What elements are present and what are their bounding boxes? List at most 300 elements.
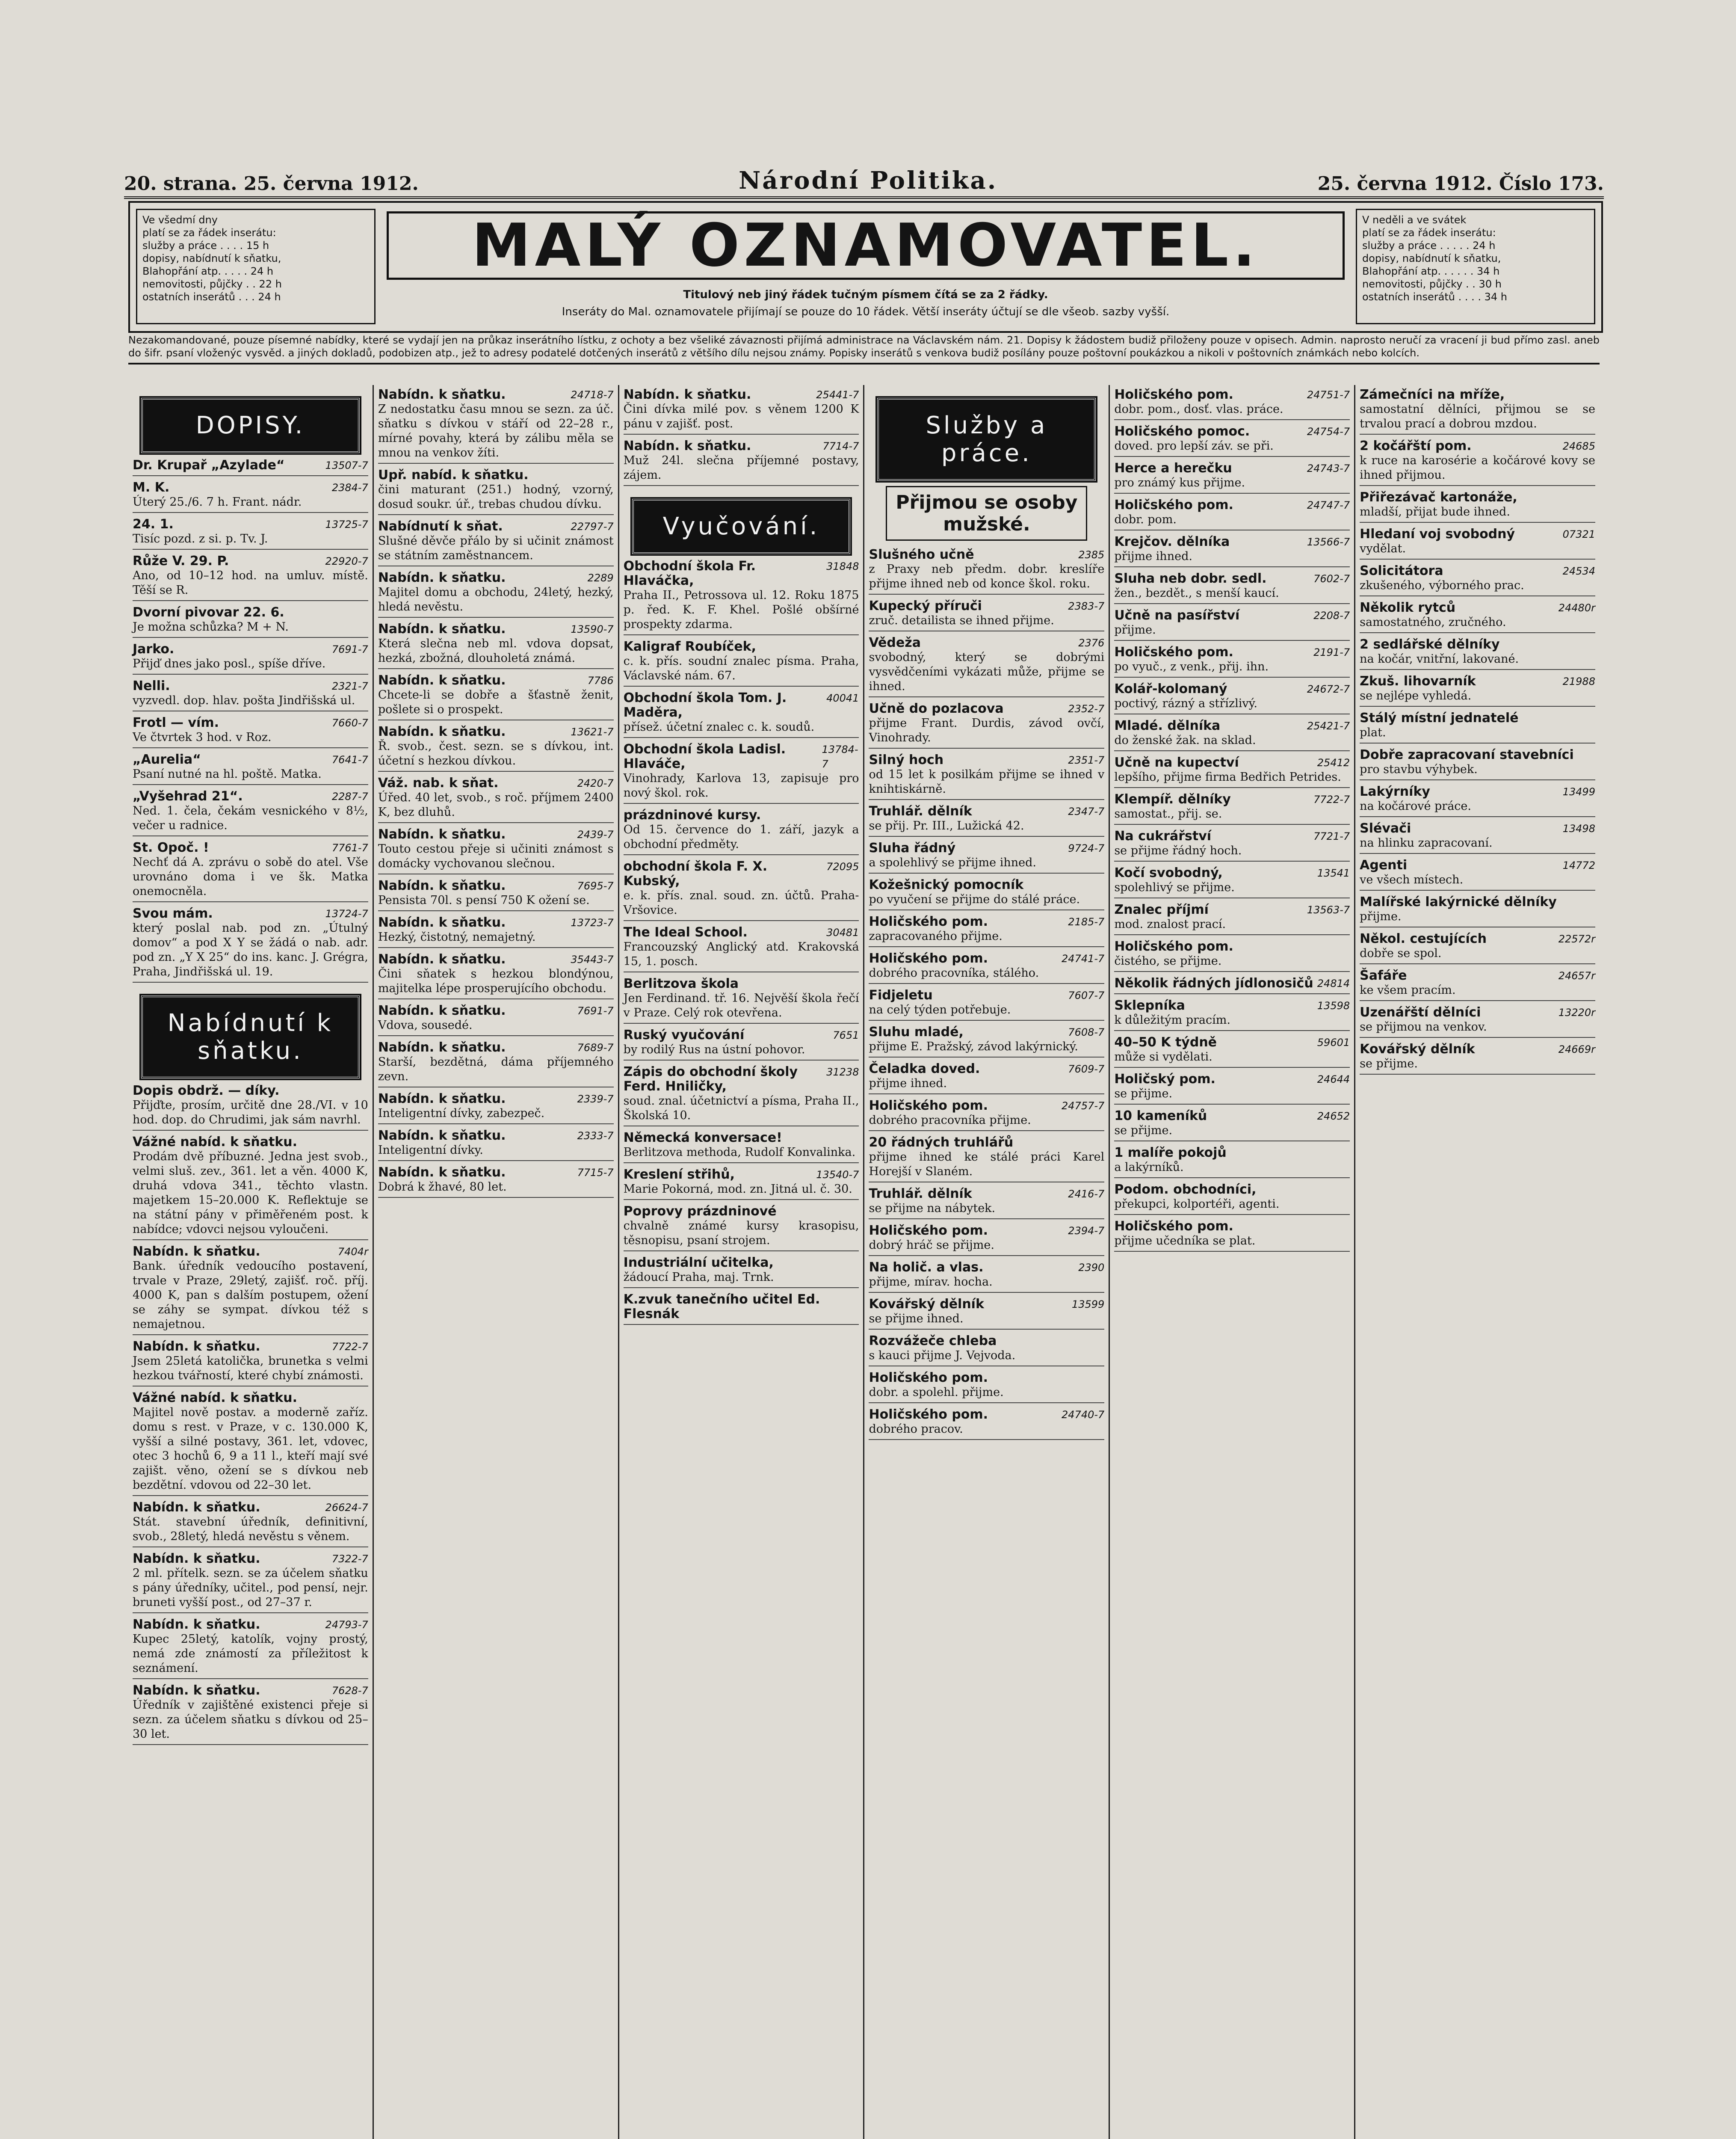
ad-number: 7714-7	[822, 440, 859, 452]
ad-title: Holičského pom.	[1114, 387, 1233, 402]
classified-ad	[378, 915, 614, 948]
ad-number: 24534	[1562, 565, 1595, 577]
ad-heading	[1360, 601, 1595, 615]
ad-heading	[869, 1062, 1104, 1076]
ad-text: dobr. pom., dosť. vlas. práce.	[1114, 403, 1284, 416]
ad-number: 7691-7	[577, 1005, 614, 1017]
ad-text: Je možna schůzka? M + N.	[133, 620, 289, 634]
ad-title: Nabídn. k sňatku.	[378, 1165, 506, 1180]
ad-text: přijme ihned ke stálé práci Karel Horejší v Slaném.	[869, 1150, 1105, 1178]
ad-number: 24652	[1317, 1110, 1350, 1122]
ad-text: Berlitzova methoda, Rudolf Konvalinka.	[623, 1146, 856, 1159]
classified-ad	[1360, 527, 1595, 560]
ad-text: přijme, mírav. hocha.	[869, 1275, 993, 1289]
ad-list	[133, 458, 368, 1745]
classified-ad	[869, 951, 1104, 984]
ad-title: Dr. Krupař „Azylade“	[133, 458, 285, 473]
ad-heading	[869, 599, 1104, 613]
ad-heading	[624, 1204, 859, 1219]
classified-ad	[869, 1099, 1104, 1131]
ad-number: 13784-7	[822, 744, 858, 770]
ad-number: 2287-7	[331, 791, 368, 803]
classified-ad	[1114, 388, 1350, 420]
classified-ad	[624, 808, 859, 855]
ad-heading	[624, 1256, 859, 1270]
ad-heading	[869, 702, 1104, 716]
ad-heading	[133, 1391, 368, 1405]
ad-columns	[128, 385, 1600, 2139]
ad-heading	[378, 1040, 614, 1055]
ad-title: Znalec příjmí	[1114, 902, 1209, 917]
rate-line: dopisy, nabídnutí k sňatku,	[1362, 252, 1501, 264]
classified-ad	[1114, 498, 1350, 530]
ad-number: 2383-7	[1068, 600, 1105, 612]
classified-ad	[1360, 1042, 1595, 1075]
ad-title: Dopis obdrž. — díky.	[133, 1083, 280, 1098]
ad-text: zapracovaného přijme.	[869, 930, 1003, 943]
ad-text: dobrého pracov.	[869, 1422, 963, 1436]
ad-heading	[133, 1244, 368, 1259]
ad-heading	[869, 548, 1104, 562]
ad-text: po vyuč., z venk., přij. ihn.	[1114, 660, 1269, 673]
ad-heading	[133, 1552, 368, 1566]
classified-ad	[624, 859, 859, 921]
ad-heading	[624, 439, 859, 453]
classified-ad	[1360, 601, 1595, 633]
ad-title: 2 kočářští pom.	[1360, 438, 1472, 453]
classified-ad	[624, 1065, 859, 1126]
ad-heading	[133, 716, 368, 730]
ad-title: Nabídn. k sňatku.	[378, 622, 506, 637]
ad-text: Psaní nutné na hl. poště. Matka.	[133, 767, 322, 781]
ad-number: 7722-7	[331, 1341, 368, 1353]
ad-text: čistého, se přijme.	[1114, 954, 1222, 968]
ad-heading	[624, 1028, 859, 1043]
ad-heading	[378, 827, 614, 842]
ad-number: 2289	[587, 572, 614, 584]
ad-number: 2390	[1078, 1262, 1105, 1274]
ad-title: K.zvuk tanečního učitel Ed. Flesnák	[623, 1292, 820, 1321]
section-banner-dopisy: DOPISY.	[141, 398, 360, 453]
ad-title: Dvorní pivovar 22. 6.	[133, 605, 284, 620]
ad-title: Obchodní škola Tom. J. Maděra,	[623, 690, 787, 720]
ad-text: na celý týden potřebuje.	[869, 1003, 1011, 1016]
ad-text: se přijme řádný hoch.	[1114, 844, 1242, 857]
ad-number: 2185-7	[1068, 916, 1105, 928]
classified-ad	[378, 1165, 614, 1198]
ad-number: 13507-7	[325, 459, 368, 471]
classified-ad	[133, 605, 368, 638]
ad-heading	[1114, 535, 1350, 549]
ad-text: c. k. přís. soudní znalec písma. Praha, Václavské nám. 67.	[623, 655, 859, 682]
ad-heading	[378, 622, 614, 637]
ad-text: Hezký, čistotný, nemajetný.	[378, 930, 536, 944]
ad-number: 24685	[1562, 440, 1595, 452]
classified-ad	[1360, 439, 1595, 486]
ad-text: dobrého pracovníka, stálého.	[869, 966, 1039, 980]
column-5	[1110, 385, 1355, 2139]
ad-heading	[1114, 719, 1350, 733]
ad-heading	[133, 554, 368, 569]
classified-ad	[1114, 939, 1350, 972]
ad-text: chvalně známé kursy krasopisu, těsnopisu, psaní strojem.	[623, 1219, 859, 1247]
ad-number: 14772	[1562, 859, 1595, 871]
rate-line: nemovitosti, půjčky . . 22 h	[142, 278, 282, 290]
ad-number: 7602-7	[1313, 573, 1350, 585]
ad-number: 26624-7	[325, 1502, 368, 1514]
classified-ad	[378, 673, 614, 720]
classified-ad	[869, 841, 1104, 874]
classified-ad	[1360, 858, 1595, 891]
ad-text: přijme E. Pražský, závod lakýrnický.	[869, 1040, 1078, 1053]
ad-title: Kovářský dělník	[1360, 1042, 1475, 1057]
ad-heading	[869, 1025, 1104, 1040]
ad-heading	[133, 1683, 368, 1698]
ad-text: od 15 let k posilkám přijme se ihned v knihtiskárně.	[869, 768, 1105, 796]
ad-title: Obchodní škola Ladisl. Hlaváče,	[623, 742, 786, 771]
rate-line: Blahopřání atp. . . . . . 34 h	[1362, 265, 1500, 277]
ad-heading	[869, 636, 1104, 650]
classified-ad	[1114, 682, 1350, 714]
ad-heading	[1360, 1005, 1595, 1020]
ad-heading	[1114, 498, 1350, 513]
ad-text: se přijme.	[1114, 1124, 1173, 1137]
ad-heading	[1360, 932, 1595, 946]
classified-ad	[1114, 424, 1350, 457]
ad-title: Kaligraf Roubíček,	[623, 639, 757, 654]
classified-ad	[869, 915, 1104, 947]
ad-title: Kočí svobodný,	[1114, 865, 1223, 880]
ad-title: „Vyšehrad 21“.	[133, 789, 243, 804]
ad-heading	[1114, 755, 1350, 770]
ad-heading	[1360, 388, 1595, 402]
ad-number: 40041	[826, 692, 859, 704]
ad-number: 31238	[826, 1066, 859, 1078]
ad-list	[1360, 388, 1595, 1075]
ad-heading	[869, 951, 1104, 966]
ad-heading	[1114, 1072, 1350, 1087]
ad-title: Čeladka doved.	[869, 1061, 980, 1076]
ad-number: 7689-7	[577, 1042, 614, 1054]
ad-text: Inteligentní dívky, zabezpeč.	[378, 1107, 545, 1120]
ad-title: Nabídn. k sňatku.	[378, 387, 506, 402]
ad-heading	[1114, 1182, 1350, 1197]
classified-ad	[869, 804, 1104, 837]
classified-ad	[378, 827, 614, 874]
ad-number: 13621-7	[571, 726, 614, 738]
classified-ad	[1114, 719, 1350, 751]
classified-ad	[1114, 1182, 1350, 1215]
ad-heading	[1360, 711, 1595, 726]
ad-title: Německá konversace!	[623, 1130, 782, 1145]
ad-title: obchodní škola F. X. Kubský,	[623, 859, 768, 889]
classified-ad	[133, 1339, 368, 1386]
ad-heading	[133, 841, 368, 855]
ad-title: Herce a herečku	[1114, 461, 1232, 476]
classified-ad	[1114, 998, 1350, 1031]
ad-title: Zkuš. lihovarník	[1360, 674, 1476, 689]
classified-ad	[1114, 1109, 1350, 1141]
classified-ad	[869, 753, 1104, 800]
ad-heading	[1360, 674, 1595, 689]
ad-heading	[133, 1135, 368, 1149]
ad-title: Nabídn. k sňatku.	[623, 438, 751, 453]
ad-text: se přijmou na venkov.	[1360, 1020, 1487, 1034]
classified-ad	[624, 1292, 859, 1325]
classified-ad	[378, 1129, 614, 1161]
ad-number: 7715-7	[577, 1167, 614, 1179]
ad-text: soud. znal. účetnictví a písma, Praha II., Školská 10.	[623, 1094, 859, 1122]
ad-title: Nabídn. k sňatku.	[623, 387, 751, 402]
classified-ad	[1360, 637, 1595, 670]
ad-number: 31848	[826, 560, 859, 572]
ad-heading	[133, 1618, 368, 1632]
ad-text: čini maturant (251.) hodný, vzorný, dosud soukr. úř., trebas chudou dívku.	[378, 483, 614, 511]
ad-heading	[869, 1099, 1104, 1113]
ad-title: Nabídn. k sňatku.	[378, 878, 506, 893]
ad-heading	[869, 878, 1104, 892]
ad-number: 59601	[1317, 1037, 1350, 1049]
ad-title: Krejčov. dělníka	[1114, 534, 1230, 549]
ad-number: 2333-7	[577, 1130, 614, 1142]
ad-number: 7608-7	[1068, 1026, 1105, 1038]
ad-heading	[869, 1187, 1104, 1201]
column-1	[128, 385, 374, 2139]
ad-title: Zápis do obchodní školy Ferd. Hniličky,	[623, 1064, 798, 1094]
ad-title: Nabídn. k sňatku.	[378, 724, 506, 739]
classified-ad	[1114, 572, 1350, 604]
rates-sunday	[1356, 209, 1595, 324]
ad-number: 22797-7	[571, 521, 614, 533]
ad-number: 2376	[1078, 637, 1105, 649]
classified-ad	[1114, 535, 1350, 567]
ad-title: 24. 1.	[133, 517, 174, 532]
ad-title: Vážné nabíd. k sňatku.	[133, 1390, 298, 1405]
ad-heading	[1360, 637, 1595, 652]
ad-title: 40–50 K týdně	[1114, 1035, 1217, 1050]
ad-heading	[133, 605, 368, 620]
ad-number: 24644	[1317, 1073, 1350, 1085]
section-banner-vyucovani: Vyučování.	[632, 499, 851, 554]
ad-number: 2351-7	[1068, 754, 1105, 766]
classified-ad	[133, 642, 368, 675]
ad-heading	[133, 458, 368, 473]
header-subtitle: Titulový neb jiný řádek tučným písmem čítá se za 2 řádky.	[683, 288, 1048, 301]
classified-ad	[869, 1260, 1104, 1293]
ad-number: 24718-7	[571, 389, 614, 401]
ad-heading	[133, 480, 368, 495]
classified-ad	[133, 841, 368, 902]
column-6	[1355, 385, 1600, 2139]
ad-heading	[624, 1065, 859, 1094]
classified-ad	[624, 977, 859, 1024]
classified-ad	[378, 1092, 614, 1124]
ad-text: Nechť dá A. zprávu o sobě do atel. Vše urovnáno doma i ve šk. Matka onemocněla.	[133, 856, 368, 898]
ad-title: Stálý místní jednatelé	[1360, 711, 1519, 726]
ad-text: na kočárové práce.	[1360, 800, 1471, 813]
ad-text: plat.	[1360, 726, 1386, 739]
ad-text: Slušné děvče přálo by si učinit známost se státním zaměstnancem.	[378, 534, 614, 562]
ad-text: Muž 24l. slečna příjemné postavy, zájem.	[623, 454, 859, 482]
ad-title: Na cukrářství	[1114, 829, 1212, 844]
ad-title: Fidjeletu	[869, 988, 933, 1003]
ad-number: 24754-7	[1307, 426, 1350, 438]
ad-heading	[869, 841, 1104, 856]
classified-ad	[869, 1297, 1104, 1330]
ad-number: 7722-7	[1313, 794, 1350, 806]
ad-text: k důležitým pracím.	[1114, 1013, 1230, 1027]
ad-heading	[1360, 564, 1595, 578]
ad-number: 22572r	[1558, 933, 1595, 945]
ad-text: Kupec 25letý, katolík, vojny prostý, nemá zde známostí za příležitost k seznámení.	[133, 1632, 368, 1675]
ad-text: zkušeného, výborného prac.	[1360, 579, 1524, 592]
ad-title: Nabídn. k sňatku.	[378, 1040, 506, 1055]
ad-title: 10 kameníků	[1114, 1108, 1207, 1123]
ad-number: 25441-7	[816, 389, 859, 401]
ad-text: Jsem 25letá katolička, brunetka s velmi hezkou tvářností, které chybí známosti.	[133, 1354, 368, 1382]
ad-heading	[1360, 490, 1595, 505]
ad-title: Klempíř. dělníky	[1114, 792, 1231, 807]
ad-heading	[133, 1084, 368, 1098]
ad-title: Nabídn. k sňatku.	[133, 1551, 260, 1566]
ad-text: Vdova, sousedé.	[378, 1019, 473, 1032]
ad-heading	[378, 915, 614, 930]
section-banner-nabidnuti: Nabídnutí k sňatku.	[141, 995, 360, 1078]
ad-title: Hledaní voj svobodný	[1360, 527, 1515, 542]
ad-heading	[133, 517, 368, 532]
ad-text: Úřed. 40 let, svob., s roč. příjmem 2400 K, bez dluhů.	[378, 791, 614, 819]
ad-heading	[624, 808, 859, 823]
ad-title: Nelli.	[133, 678, 170, 693]
ad-heading	[1114, 461, 1350, 476]
ad-number: 24657r	[1558, 970, 1595, 982]
rate-line: služby a práce . . . . . 24 h	[1362, 240, 1496, 252]
classified-ad	[1360, 785, 1595, 817]
ad-number: 24672-7	[1307, 683, 1350, 695]
classified-ad	[1114, 461, 1350, 494]
ad-text: Ned. 1. čela, čekám vesnického v 8½, večer u radnice.	[133, 804, 368, 832]
ad-number: 35443-7	[571, 954, 614, 966]
ad-title: Holičského pom.	[1114, 498, 1233, 513]
ad-heading	[1114, 424, 1350, 439]
ad-text: se přijme ihned.	[869, 1312, 964, 1325]
ad-heading	[624, 925, 859, 940]
ad-heading	[378, 468, 614, 483]
ad-title: Nabídn. k sňatku.	[378, 915, 506, 930]
classified-ad	[869, 1025, 1104, 1058]
ad-title: Nabídn. k sňatku.	[378, 952, 506, 967]
ad-text: Čini sňatek s hezkou blondýnou, majitelka lépe prosperujícího obchodu.	[378, 967, 614, 995]
ad-title: Učně na pasířství	[1114, 608, 1240, 623]
ad-title: Zámečníci na mříže,	[1360, 387, 1505, 402]
ad-title: Poprovy prázdninové	[623, 1204, 777, 1219]
ad-list	[1114, 388, 1350, 1252]
ad-text: který poslal nab. pod zn. „Útulný domov“ a pod X Y se žádá o nab. adr. pod zn. „Y X 25“ do ins. kanc. J. Grégra, Praha, Jindřišská ul. 19.	[133, 921, 368, 978]
ad-title: Růže V. 29. P.	[133, 554, 229, 569]
classified-ad	[1360, 674, 1595, 707]
ad-heading	[624, 388, 859, 402]
classified-ad	[1360, 969, 1595, 1001]
ad-number: 9724-7	[1068, 842, 1105, 854]
rate-line: služby a práce . . . . 15 h	[142, 240, 269, 252]
ad-heading	[1114, 645, 1350, 660]
classified-ad	[133, 1683, 368, 1745]
classified-ad	[133, 1500, 368, 1547]
ad-title: Slušného učně	[869, 547, 974, 562]
ad-title: Holičského pom.	[1114, 645, 1233, 660]
ad-number: 25421-7	[1307, 720, 1350, 732]
classified-ad	[378, 519, 614, 566]
ad-text: žádoucí Praha, maj. Trnk.	[623, 1271, 774, 1284]
ad-text: Praha II., Petrossova ul. 12. Roku 1875 p. řed. K. F. Khel. Pošlé obšírné prospekty zdarma.	[623, 589, 859, 631]
classified-ad	[133, 1618, 368, 1679]
ad-number: 2321-7	[331, 680, 368, 692]
ad-heading	[869, 988, 1104, 1003]
ad-heading	[1114, 829, 1350, 844]
ad-number: 13566-7	[1307, 536, 1350, 548]
ad-number: 2416-7	[1068, 1188, 1105, 1200]
classified-ad	[624, 1131, 859, 1163]
ad-text: a spolehlivý se přijme ihned.	[869, 856, 1036, 869]
ad-heading	[378, 1129, 614, 1143]
ad-text: se přijme.	[1360, 1057, 1418, 1070]
ad-number: 2347-7	[1068, 806, 1105, 818]
ad-text: pro známý kus přijme.	[1114, 476, 1245, 489]
classifieds-header	[128, 201, 1603, 333]
classified-ad	[869, 1224, 1104, 1256]
ad-number: 7651	[833, 1029, 859, 1041]
ad-number: 22920-7	[325, 555, 368, 567]
ad-heading	[624, 691, 859, 720]
ad-heading	[624, 977, 859, 991]
ad-title: Nabídn. k sňatku.	[378, 1003, 506, 1018]
ad-text: dobře se spol.	[1360, 947, 1442, 960]
ad-heading	[378, 571, 614, 585]
ad-list	[624, 388, 859, 1325]
ad-title: Několik řádných jídlonosičů	[1114, 976, 1313, 991]
header-note: Inseráty do Mal. oznamovatele přijímají se pouze do 10 řádek. Větší inseráty účtují se dle všeob. sazby vyšší.	[562, 305, 1170, 318]
ad-text: by rodilý Rus na ústní pohovor.	[623, 1043, 805, 1056]
ad-text: se přijme na nábytek.	[869, 1202, 996, 1215]
ad-text: dobr. a spolehl. přijme.	[869, 1386, 1004, 1399]
ad-text: Marie Pokorná, mod. zn. Jitná ul. č. 30.	[623, 1182, 852, 1196]
classified-ad	[378, 879, 614, 911]
ad-number: 24669r	[1558, 1043, 1595, 1055]
classified-ad	[133, 1391, 368, 1496]
ad-text: Tisíc pozd. z si. p. Tv. J.	[133, 532, 268, 545]
ad-title: prázdninové kursy.	[623, 808, 761, 823]
ad-title: Přiřezávač kartonáže,	[1360, 490, 1517, 505]
ad-heading	[378, 725, 614, 739]
ad-title: Učně do pozlacova	[869, 701, 1004, 716]
classified-ad	[624, 1204, 859, 1251]
ad-title: 2 sedlářské dělníky	[1360, 637, 1500, 652]
classified-ad	[133, 679, 368, 711]
ad-title: Kreslení střihů,	[623, 1167, 735, 1182]
rate-line: platí se za řádek inserátu:	[142, 227, 276, 239]
ad-heading	[1114, 1146, 1350, 1160]
ad-text: Z nedostatku času mnou se sezn. za úč. sňatku s dívkou v stáří od 22–28 r., mírné povahy, která by zálibu měla se mnou na venkov žíti.	[378, 403, 614, 459]
classified-ad	[624, 640, 859, 687]
ad-text: Touto cestou přeje si učiniti známost s domácky vychovanou slečnou.	[378, 842, 614, 870]
ad-text: žen., bezdět., s menší kaucí.	[1114, 587, 1279, 600]
classified-ad	[869, 702, 1104, 749]
ad-heading	[1360, 785, 1595, 799]
classified-ad	[378, 952, 614, 999]
ad-heading	[1114, 998, 1350, 1013]
ad-number: 24814	[1317, 978, 1350, 990]
ad-title: Svou mám.	[133, 906, 213, 921]
